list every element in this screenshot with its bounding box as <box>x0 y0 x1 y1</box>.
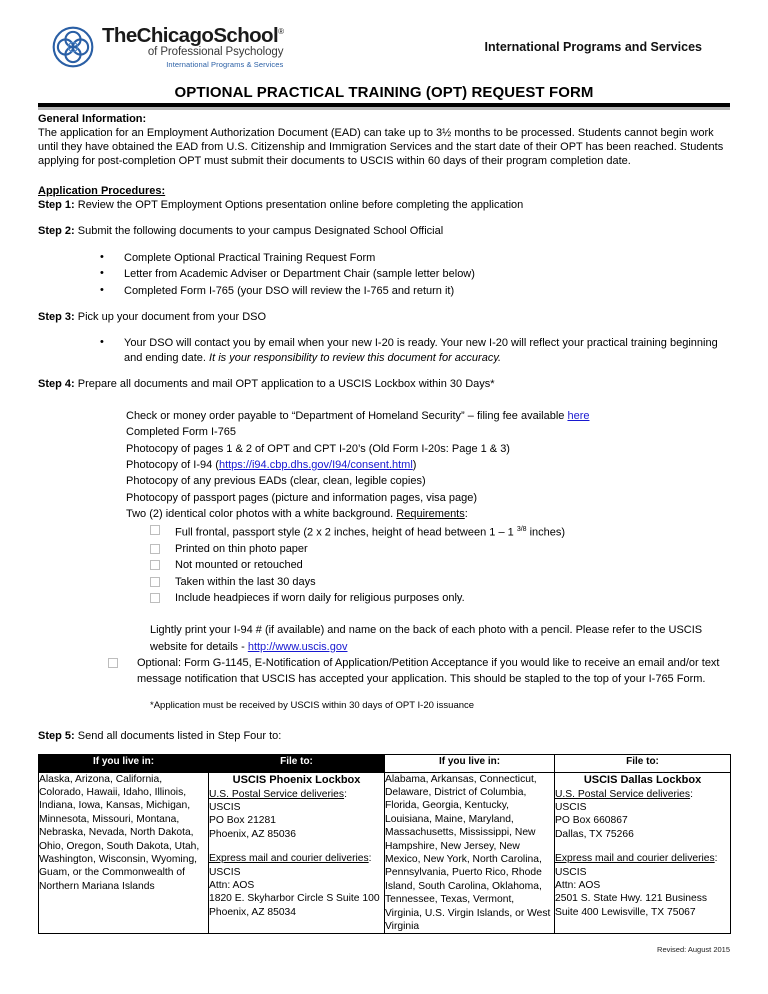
required-documents-list <box>38 408 730 522</box>
phoenix-lockbox-title: USCIS Phoenix Lockbox <box>232 773 361 786</box>
cell-dallas-lockbox <box>555 772 731 934</box>
revised-date: Revised: August 2015 <box>657 945 730 954</box>
doc-line-text-close: ) <box>412 459 417 471</box>
lockbox-address-table <box>38 754 731 935</box>
checkbox-icon[interactable] <box>108 658 118 668</box>
column-header-file-to-right: File to: <box>555 754 731 772</box>
general-information-heading: General Information: <box>38 113 147 125</box>
table-row <box>39 772 731 934</box>
phoenix-express-line: 1820 E. Skyharbor Circle S Suite 100 <box>209 893 380 905</box>
general-information-paragraph: The application for an Employment Authorization Document (EAD) can take up to 3½ months to be processed. Students cannot begin work until they have obtained the EAD from U.S. Citizenship and Immigration Services and the start date of their OPT has been reached. Students applying for post-completion OPT must submit their documents to USCIS within 60 days of their program completion date. <box>38 127 724 168</box>
checkbox-icon[interactable] <box>150 593 160 603</box>
step-1-text: Review the OPT Employment Options presentation online before completing the application <box>74 198 524 211</box>
pencil-note-text: website for details - <box>150 640 248 653</box>
photo-requirement-row[interactable] <box>150 574 730 590</box>
optional-g1145-row[interactable] <box>38 655 730 688</box>
checkbox-icon[interactable] <box>150 560 160 570</box>
checkbox-icon[interactable] <box>150 577 160 587</box>
list-item: • Complete Optional Practical Training Request Form <box>100 250 730 267</box>
photo-requirement-row[interactable] <box>150 541 730 557</box>
dallas-express-label: Express mail and courier deliveries: <box>555 853 718 865</box>
step-1-label: Step 1: <box>38 198 75 211</box>
brand-lockup <box>52 23 284 69</box>
photo-requirement-row[interactable] <box>150 522 730 541</box>
photo-requirement-label: Not mounted or retouched <box>175 559 303 572</box>
application-deadline-footnote: *Application must be received by USCIS within 30 days of OPT I-20 issuance <box>150 699 475 711</box>
optional-g1145-label: Optional: Form G-1145, E-Notification of Application/Petition Acceptance if you would like to receive an email and/or text message notification that USCIS has accepted your application. This should be stapled to the top of your I-765 Form. <box>137 656 720 686</box>
dallas-express-line: Suite 400 Lewisville, TX 75067 <box>555 906 696 918</box>
dallas-postal-label: U.S. Postal Service deliveries: <box>555 788 693 800</box>
step-1 <box>38 198 730 213</box>
photo-requirements-checklist <box>38 522 730 606</box>
photo-requirement-label: Printed on thin photo paper <box>175 543 308 556</box>
step-5-text: Send all documents listed in Step Four to: <box>74 729 282 742</box>
brand-subtitle: of Professional Psychology <box>147 46 284 59</box>
application-procedures-heading: Application Procedures: <box>38 184 166 197</box>
step-4-label: Step 4: <box>38 378 75 391</box>
step-2-text: Submit the following documents to your campus Designated School Official <box>74 224 444 237</box>
requirements-label: Requirements <box>396 507 465 520</box>
i94-consent-link[interactable]: https://i94.cbp.dhs.gov/I94/consent.html <box>218 459 413 471</box>
step-5-label: Step 5: <box>38 729 75 742</box>
phoenix-postal-line: USCIS <box>209 801 241 813</box>
step-3-label: Step 3: <box>38 311 75 324</box>
table-header-row <box>39 754 731 772</box>
doc-line-check-or-money-order <box>126 408 730 424</box>
list-item: • Completed Form I-765 (your DSO will review the I-765 and return it) <box>100 283 730 300</box>
photo-requirement-row[interactable] <box>150 590 730 606</box>
step-3-bullet-italic: It is your responsibility to review this document for accuracy. <box>209 352 502 365</box>
cell-phoenix-lockbox <box>209 772 385 934</box>
doc-line-photocopy-eads: Photocopy of any previous EADs (clear, clean, legible copies) <box>126 475 426 488</box>
dallas-express-line: USCIS <box>555 866 587 878</box>
step-5 <box>38 729 730 744</box>
pencil-note-line-2 <box>150 639 730 655</box>
step-4-text: Prepare all documents and mail OPT application to a USCIS Lockbox within 30 Days* <box>74 378 495 391</box>
department-title: International Programs and Services <box>484 40 702 54</box>
dallas-postal-line: PO Box 660867 <box>555 815 628 827</box>
page-header <box>38 0 730 76</box>
phoenix-postal-label: U.S. Postal Service deliveries: <box>209 788 347 800</box>
column-header-if-you-live-in-right: If you live in: <box>385 754 555 772</box>
brand-text-block <box>102 23 284 69</box>
photo-requirement-label: Include headpieces if worn daily for religious purposes only. <box>175 592 465 605</box>
step-3-bullet-plain: Your DSO will contact you by email when your new I-20 is ready. Your new I-20 will reflect your practical training beginning and ending date. <box>124 337 718 365</box>
spacer <box>555 841 730 852</box>
step-2 <box>38 224 730 239</box>
doc-line-photocopy-i20: Photocopy of pages 1 & 2 of OPT and CPT I-20’s (Old Form I-20s: Page 1 & 3) <box>126 442 510 455</box>
column-header-if-you-live-in-left: If you live in: <box>39 754 209 772</box>
cell-right-states: Alabama, Arkansas, Connecticut, Delaware, District of Columbia, Florida, Georgia, Kentucky, Louisiana, Maine, Maryland, Massachusetts, Mississippi, New Hampshire, New Jersey, New Mexico, New York, North Carolina, Pennsylvania, Puerto Rico, Rhode Island, South Carolina, Oklahoma, Tennessee, Texas, Vermont, Virginia, U.S. Virgin Islands, or West Virginia <box>385 772 555 934</box>
dallas-express-line: 2501 S. State Hwy. 121 Business <box>555 893 708 905</box>
doc-line-text: Photocopy of I-94 ( <box>126 459 219 471</box>
filing-fee-here-link[interactable]: here <box>567 410 590 423</box>
doc-line-color-photos <box>126 506 730 522</box>
doc-line-photocopy-i94 <box>126 457 730 473</box>
step-3-bullet-list <box>38 336 730 366</box>
dallas-lockbox-title: USCIS Dallas Lockbox <box>583 773 702 786</box>
dallas-postal-line: Dallas, TX 75266 <box>555 828 634 840</box>
trademark-mark: ® <box>278 26 284 36</box>
doc-line-photocopy-passport: Photocopy of passport pages (picture and information pages, visa page) <box>126 491 477 504</box>
doc-line-form-i765: Completed Form I-765 <box>126 426 237 439</box>
checkbox-icon[interactable] <box>150 525 160 535</box>
phoenix-postal-line: Phoenix, AZ 85036 <box>209 828 297 840</box>
list-item: • Letter from Academic Adviser or Department Chair (sample letter below) <box>100 266 730 283</box>
cell-left-states: Alaska, Arizona, California, Colorado, Hawaii, Idaho, Illinois, Indiana, Iowa, Kansas, Michigan, Minnesota, Missouri, Montana, Nebraska, Nevada, North Dakota, Ohio, Oregon, South Dakota, Utah, Washington, Wisconsin, Wyoming, Guam, or the Commonwealth of Northern Mariana Islands <box>39 772 209 934</box>
phoenix-express-line: Phoenix, AZ 85034 <box>209 906 297 918</box>
pencil-note-line-1: Lightly print your I-94 # (if available) and name on the back of each photo with a pencil. Please refer to the USCIS <box>150 624 703 637</box>
dallas-postal-line: USCIS <box>555 801 587 813</box>
brand-department: International Programs & Services <box>166 59 284 69</box>
step-2-label: Step 2: <box>38 224 75 237</box>
dallas-express-line: Attn: AOS <box>555 879 601 891</box>
step-2-bullet-list <box>38 250 730 300</box>
photo-requirement-label: Full frontal, passport style (2 x 2 inches, height of head between 1 – 1 $^{3/8}$ inches) <box>175 526 566 539</box>
photo-requirement-row[interactable] <box>150 557 730 573</box>
step-4 <box>38 377 730 392</box>
step-3 <box>38 310 730 325</box>
phoenix-postal-line: PO Box 21281 <box>209 815 276 827</box>
document-title: OPTIONAL PRACTICAL TRAINING (OPT) REQUEST FORM <box>174 84 594 101</box>
fraction-superscript: 3/8 <box>516 526 527 534</box>
spacer <box>209 841 384 852</box>
doc-line-text-close: : <box>464 507 468 520</box>
checkbox-icon[interactable] <box>150 544 160 554</box>
phoenix-express-line: USCIS <box>209 866 241 878</box>
brand-name: TheChicagoSchool® <box>102 23 284 47</box>
phoenix-express-line: Attn: AOS <box>209 879 255 891</box>
phoenix-express-label: Express mail and courier deliveries: <box>209 853 372 865</box>
step-3-text: Pick up your document from your DSO <box>74 311 267 324</box>
uscis-website-link[interactable]: http://www.uscis.gov <box>247 640 348 653</box>
column-header-file-to-left: File to: <box>209 754 385 772</box>
title-divider <box>38 103 730 107</box>
doc-line-text: Check or money order payable to “Department of Homeland Security” – filing fee available <box>126 410 568 423</box>
list-item <box>100 336 730 366</box>
chicago-school-knot-logo <box>52 26 94 68</box>
photo-requirement-label: Taken within the last 30 days <box>175 575 316 588</box>
photo-pencil-note <box>38 622 730 655</box>
doc-line-text: Two (2) identical color photos with a white background. <box>126 507 397 520</box>
